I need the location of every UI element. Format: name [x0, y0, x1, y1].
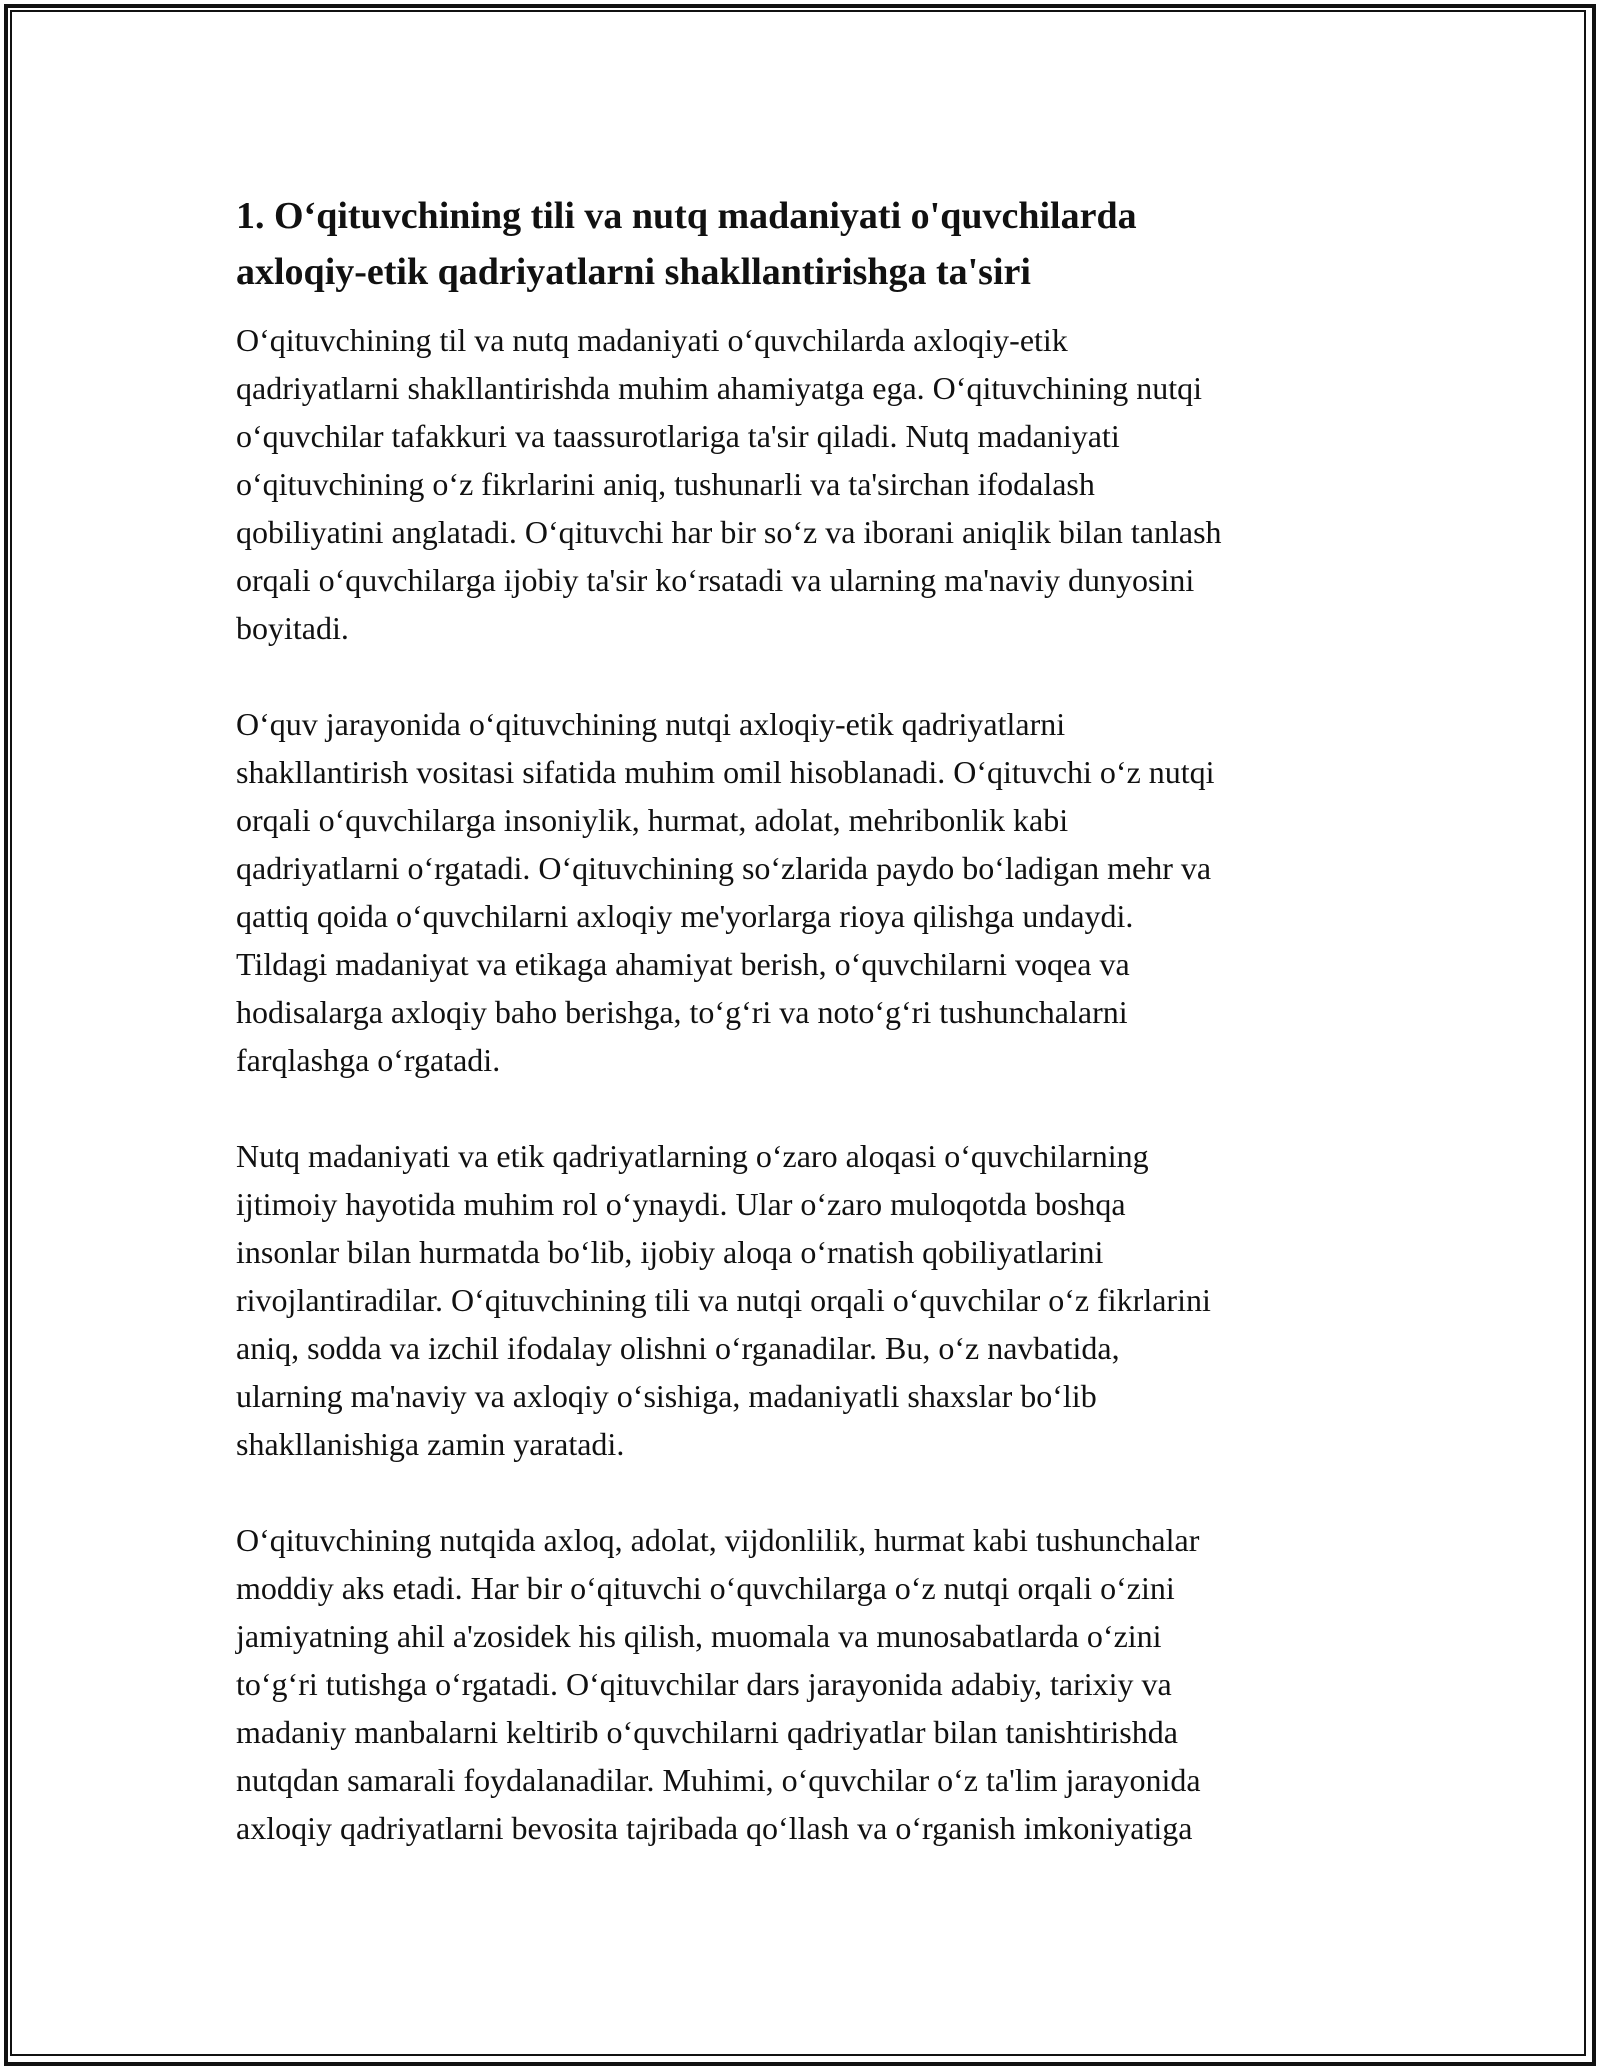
paragraph-4: O‘qituvchining nutqida axloq, adolat, vijdonlilik, hurmat kabi tushunchalar moddiy aks etadi. Har bir o‘qituvchi o‘quvchilarga o‘z nutqi orqali o‘zini jamiyatning ahil a'zosidek his qilish, muomala va munosabatlarda o‘zini to‘g‘ri tutishga o‘rgatadi. O‘qituvchilar dars jarayonida adabiy, tarixiy va madaniy manbalarni keltirib o‘quvchilarni qadriyatlar bilan tanishtirishda nutqdan samarali foydalanadilar. Muhimi, o‘quvchilar o‘z ta'lim jarayonida axloqiy qadriyatlarni bevosita tajribada qo‘llash va o‘rganish imkoniyatiga	[236, 1522, 1201, 1846]
section-title	[236, 188, 1366, 300]
section-title-line-1: 1. O‘qituvchining tili va nutq madaniyati o'quvchilarda	[236, 195, 1137, 237]
section-title-line-2: axloqiy-etik qadriyatlarni shakllantirishga ta'siri	[236, 251, 1031, 293]
paragraph-1: O‘qituvchining til va nutq madaniyati o‘quvchilarda axloqiy-etik qadriyatlarni shakllantirishda muhim ahamiyatga ega. O‘qituvchining nutqi o‘quvchilar tafakkuri va taassurotlariga ta'sir qiladi. Nutq madaniyati o‘qituvchining o‘z fikrlarini aniq, tushunarli va ta'sirchan ifodalash qobiliyatini anglatadi. O‘qituvchi har bir so‘z va iborani aniqlik bilan tanlash orqali o‘quvchilarga ijobiy ta'sir ko‘rsatadi va ularning ma'naviy dunyosini boyitadi.	[236, 322, 1222, 646]
paragraph-3: Nutq madaniyati va etik qadriyatlarning o‘zaro aloqasi o‘quvchilarning ijtimoiy hayotida muhim rol o‘ynaydi. Ular o‘zaro muloqotda boshqa insonlar bilan hurmatda bo‘lib, ijobiy aloqa o‘rnatish qobiliyatlarini rivojlantiradilar. O‘qituvchining tili va nutqi orqali o‘quvchilar o‘z fikrlarini aniq, sodda va izchil ifodalay olishni o‘rganadilar. Bu, o‘z navbatida, ularning ma'naviy va axloqiy o‘sishiga, madaniyatli shaxslar bo‘lib shakllanishiga zamin yaratadi.	[236, 1138, 1211, 1462]
document-body	[236, 188, 1366, 1852]
paragraph-2: O‘quv jarayonida o‘qituvchining nutqi axloqiy-etik qadriyatlarni shakllantirish vositasi sifatida muhim omil hisoblanadi. O‘qituvchi o‘z nutqi orqali o‘quvchilarga insoniylik, hurmat, adolat, mehribonlik kabi qadriyatlarni o‘rgatadi. O‘qituvchining so‘zlarida paydo bo‘ladigan mehr va qattiq qoida o‘quvchilarni axloqiy me'yorlarga rioya qilishga undaydi. Tildagi madaniyat va etikaga ahamiyat berish, o‘quvchilarni voqea va hodisalarga axloqiy baho berishga, to‘g‘ri va noto‘g‘ri tushunchalarni farqlashga o‘rgatadi.	[236, 706, 1215, 1078]
